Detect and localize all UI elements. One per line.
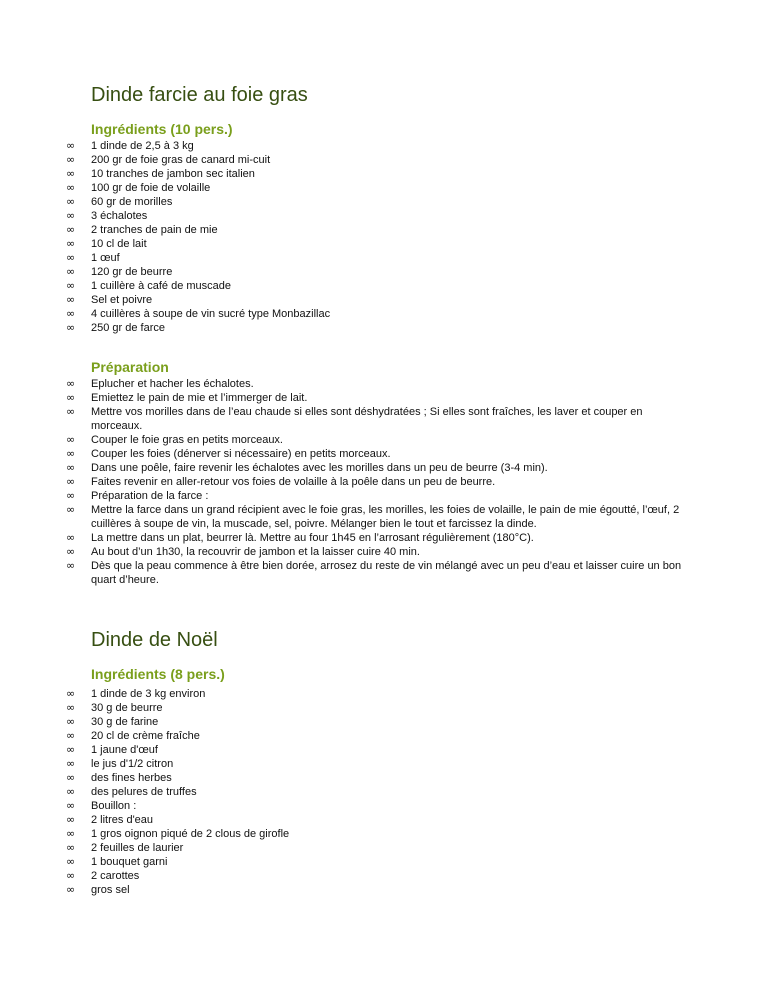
list-item-text: 100 gr de foie de volaille [91,182,211,194]
ingredients-list [0,139,768,335]
bullet-icon: ∞ [66,251,76,264]
list-item [0,785,768,799]
list-item [0,771,768,785]
list-item-text: Couper les foies (dénerver si nécessaire) en petits morceaux. [91,448,391,460]
bullet-icon: ∞ [66,461,76,474]
bullet-icon: ∞ [66,279,76,292]
list-item [0,757,768,771]
list-item [0,209,768,223]
list-item-text: 4 cuillères à soupe de vin sucré type Monbazillac [91,308,331,320]
bullet-icon: ∞ [66,883,76,896]
list-item-text: 30 g de farine [91,716,159,728]
list-item-text: Préparation de la farce : [91,490,209,502]
bullet-icon: ∞ [66,223,76,236]
list-item-text: 1 bouquet garni [91,856,168,868]
list-item [0,195,768,209]
list-item [0,139,768,153]
bullet-icon: ∞ [66,799,76,812]
list-item [0,251,768,265]
bullet-icon: ∞ [66,209,76,222]
list-item [0,293,768,307]
bullet-icon: ∞ [66,687,76,700]
bullet-icon: ∞ [66,771,76,784]
list-item [0,475,768,489]
list-item-text: Dès que la peau commence à être bien dorée, arrosez du reste de vin mélangé avec un peu d’eau et laisser cuire un bon quart d’heure. [91,560,682,586]
ingredients-list [0,687,768,897]
bullet-icon: ∞ [66,405,76,418]
bullet-icon: ∞ [66,391,76,404]
list-item [0,883,768,897]
bullet-icon: ∞ [66,377,76,390]
list-item [0,701,768,715]
bullet-icon: ∞ [66,447,76,460]
list-item-text: 1 gros oignon piqué de 2 clous de girofle [91,828,290,840]
bullet-icon: ∞ [66,321,76,334]
list-item [0,827,768,841]
list-item [0,743,768,757]
list-item-text: 30 g de beurre [91,702,163,714]
bullet-icon: ∞ [66,293,76,306]
bullet-icon: ∞ [66,715,76,728]
bullet-icon: ∞ [66,757,76,770]
list-item-text: 10 cl de lait [91,238,147,250]
bullet-icon: ∞ [66,701,76,714]
list-item [0,687,768,701]
bullet-icon: ∞ [66,827,76,840]
list-item-text: Emiettez le pain de mie et l’immerger de lait. [91,392,308,404]
bullet-icon: ∞ [66,265,76,278]
list-item-text: 60 gr de morilles [91,196,173,208]
list-item [0,489,768,503]
list-item [0,461,768,475]
list-item-text: 1 œuf [91,252,120,264]
bullet-icon: ∞ [66,531,76,544]
ingredients-heading: Ingrédients (10 pers.) [91,121,233,137]
list-item [0,729,768,743]
bullet-icon: ∞ [66,475,76,488]
recipe-title: Dinde farcie au foie gras [91,84,308,106]
list-item [0,559,768,587]
list-item [0,153,768,167]
list-item-text: 1 cuillère à café de muscade [91,280,232,292]
list-item-text: 2 tranches de pain de mie [91,224,218,236]
list-item-text: Dans une poêle, faire revenir les échalotes avec les morilles dans un peu de beurre (3-4 min). [91,462,548,474]
list-item-text: Mettre vos morilles dans de l’eau chaude si elles sont déshydratées ; Si elles sont fraîches, les laver et couper en morceaux. [91,406,643,432]
bullet-icon: ∞ [66,729,76,742]
list-item-text: 200 gr de foie gras de canard mi-cuit [91,154,271,166]
list-item [0,321,768,335]
list-item-text: Eplucher et hacher les échalotes. [91,378,254,390]
list-item [0,869,768,883]
list-item-text: 20 cl de crème fraîche [91,730,200,742]
list-item-text: 3 échalotes [91,210,148,222]
list-item [0,405,768,433]
list-item-text: 2 feuilles de laurier [91,842,184,854]
list-item [0,531,768,545]
list-item [0,545,768,559]
bullet-icon: ∞ [66,489,76,502]
bullet-icon: ∞ [66,813,76,826]
list-item-text: 2 litres d'eau [91,814,154,826]
list-item [0,433,768,447]
list-item-text: des pelures de truffes [91,786,197,798]
list-item [0,167,768,181]
list-item-text: La mettre dans un plat, beurrer là. Mettre au four 1h45 en l’arrosant régulièrement (180°C). [91,532,534,544]
list-item [0,391,768,405]
recipe-title: Dinde de Noël [91,629,218,651]
list-item-text: 250 gr de farce [91,322,165,334]
bullet-icon: ∞ [66,237,76,250]
bullet-icon: ∞ [66,855,76,868]
bullet-icon: ∞ [66,785,76,798]
list-item-text: Couper le foie gras en petits morceaux. [91,434,283,446]
bullet-icon: ∞ [66,307,76,320]
bullet-icon: ∞ [66,167,76,180]
list-item [0,715,768,729]
list-item [0,265,768,279]
bullet-icon: ∞ [66,743,76,756]
bullet-icon: ∞ [66,195,76,208]
list-item [0,855,768,869]
list-item-text: 10 tranches de jambon sec italien [91,168,255,180]
list-item-text: 120 gr de beurre [91,266,173,278]
bullet-icon: ∞ [66,181,76,194]
bullet-icon: ∞ [66,841,76,854]
list-item-text: Bouillon : [91,800,137,812]
list-item [0,223,768,237]
bullet-icon: ∞ [66,503,76,516]
bullet-icon: ∞ [66,559,76,572]
preparation-steps-list [0,377,768,587]
list-item [0,181,768,195]
bullet-icon: ∞ [66,153,76,166]
list-item-text: Mettre la farce dans un grand récipient avec le foie gras, les morilles, les foies de volaille, le pain de mie égoutté, l’œuf, 2 cuillères à soupe de vin, la muscade, sel, poivre. Mélanger bien le tout et farcissez la dinde. [91,504,680,530]
list-item [0,307,768,321]
list-item [0,279,768,293]
list-item-text: 1 dinde de 2,5 à 3 kg [91,140,194,152]
bullet-icon: ∞ [66,139,76,152]
list-item [0,447,768,461]
list-item [0,503,768,531]
list-item [0,813,768,827]
bullet-icon: ∞ [66,869,76,882]
list-item [0,799,768,813]
list-item-text: des fines herbes [91,772,172,784]
preparation-heading: Préparation [91,359,169,375]
list-item-text: Faites revenir en aller-retour vos foies de volaille à la poêle dans un peu de beurre. [91,476,496,488]
list-item-text: le jus d'1/2 citron [91,758,174,770]
list-item-text: Au bout d’un 1h30, la recouvrir de jambon et la laisser cuire 40 min. [91,546,420,558]
list-item-text: Sel et poivre [91,294,153,306]
ingredients-heading: Ingrédients (8 pers.) [91,666,225,682]
list-item-text: 1 jaune d'œuf [91,744,158,756]
bullet-icon: ∞ [66,433,76,446]
list-item [0,841,768,855]
bullet-icon: ∞ [66,545,76,558]
list-item-text: gros sel [91,884,130,896]
list-item-text: 1 dinde de 3 kg environ [91,688,206,700]
list-item-text: 2 carottes [91,870,140,882]
list-item [0,237,768,251]
list-item [0,377,768,391]
